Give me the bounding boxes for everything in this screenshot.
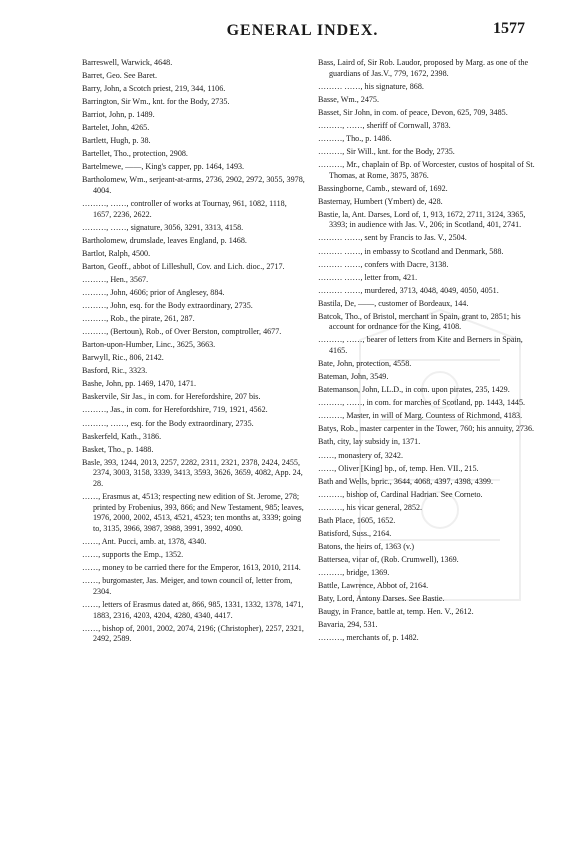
index-entry: ………, Rob., the pirate, 261, 287. [82,314,195,324]
index-entry: ……, burgomaster, Jas. Meiger, and town council of, letter from, 2304. [82,576,293,596]
index-entry: Baskerfeld, Kath., 3186. [82,431,162,441]
index-entry: ……, monastery of, 3242. [318,450,403,460]
index-entry: Bartlot, Ralph, 4500. [82,248,151,258]
index-entry: Barrington, Sir Wm., knt. for the Body, 2735. [82,97,230,107]
index-entry: Basse, Wm., 2475. [318,94,379,104]
index-entry: Bartlett, Hugh, p. 38. [82,136,151,146]
index-entry: ………, ……, sheriff of Cornwall, 3783. [318,120,451,130]
index-entry: Barret, Geo. See Baret. [82,71,158,81]
index-entry: Batys, Rob., master carpenter in the Tower, 760; his annuity, 2736. [318,424,535,434]
index-entry: ………, his vicar general, 2852. [318,502,423,512]
index-entry: ……, supports the Emp., 1352. [82,550,184,560]
index-entry: Bartelet, John, 4265. [82,123,150,133]
index-entry: Bartelmewe, ——, King's capper, pp. 1464, 1493. [82,162,245,172]
index-entry: ……, letters of Erasmus dated at, 866, 985, 1331, 1332, 1378, 1471, 1883, 2316, 4203, 4204, 4280, 4340, 4417. [82,599,304,620]
index-entry: ……, Oliver [King] bp., of, temp. Hen. VII., 215. [318,463,479,473]
index-entry: Bateman, John, 3549. [318,372,389,382]
index-entry: Basle, 393, 1244, 2013, 2257, 2282, 2311, 2321, 2378, 2424, 2455, 2374, 3003, 3158, 3339, 3413, 3593, 3626, 3659, 4082, App. 24, 28. [82,457,303,488]
index-entry: ………, ……, bearer of letters from Kite and Berners in Spain, 4165. [318,335,523,356]
index-entry: Basternay, Humbert (Ymbert) de, 428. [318,196,443,206]
index-entry: ………, Tho., p. 1486. [318,133,392,143]
index-entry: ……, bishop of, 2001, 2002, 2074, 2196; (Christopher), 2257, 2321, 2492, 2589. [82,623,304,644]
index-entry: Bashe, John, pp. 1469, 1470, 1471. [82,379,196,389]
index-entry: Bavaria, 294, 531. [318,620,378,630]
index-entry: Barriot, John, p. 1489. [82,110,155,120]
index-entry: ………, bridge, 1369. [318,567,390,577]
index-column-right [318,58,540,646]
index-entry: Bastie, la, Ant. Darses, Lord of, 1, 913, 1672, 2711, 3124, 3365, 3393; in audience with Jas. V., 206; in Scotland, 401, 2741. [318,209,526,230]
index-entry: ……… ……, in embassy to Scotland and Denmark, 588. [318,246,504,256]
index-entry: Basset, Sir John, in com. of peace, Devon, 625, 709, 3485. [318,107,508,117]
index-entry: ……… ……, murdered, 3713, 4048, 4049, 4050, 4051. [318,285,499,295]
index-entry: ………, merchants of, p. 1482. [318,633,419,643]
index-entry: ………, Master, in will of Marg. Countess of Richmond, 4183. [318,411,523,421]
index-entry: Basford, Ric., 3323. [82,366,148,376]
index-entry: ………, Jas., in com. for Herefordshire, 719, 1921, 4562. [82,405,268,415]
index-entry: ……… ……, letter from, 421. [318,272,418,282]
page-title: GENERAL INDEX. [226,22,379,39]
index-entry: Bass, Laird of, Sir Rob. Laudor, proposed by Marg. as one of the guardians of Jas.V., 779, 1672, 2398. [318,58,529,78]
index-entry: ………, (Bertoun), Rob., of Over Berston, comptroller, 4677. [82,327,282,337]
index-entry: Bath and Wells, bpric., 3644, 4068, 4397, 4398, 4399. [318,476,493,486]
index-entry: Bath, city, lay subsidy in, 1371. [318,437,421,447]
index-entry: ……… ……, confers with Dacre, 3138. [318,259,449,269]
index-entry: Barwyll, Ric., 806, 2142. [82,353,164,363]
index-entry: ……… ……, sent by Francis to Jas. V., 2504. [318,233,467,243]
index-entry: Barton-upon-Humber, Linc., 3625, 3663. [82,340,216,350]
index-entry: ……, Erasmus at, 4513; respecting new edition of St. Jerome, 278; printed by Frobenius, 393, 866; and New Testament, 985; leaves, 1976, 2000, 2002, 4513, 4521, 4523; ten months at, 3339; going to, 3135, 3966, 3987, 3988, 3991, 3992, 4090. [82,492,304,533]
index-entry: Battle, Lawrence, Abbot of, 2164. [318,580,429,590]
index-entry: Baskervile, Sir Jas., in com. for Herefordshire, 207 bis. [82,392,261,402]
index-entry: Batons, the heirs of, 1363 (v.) [318,541,415,551]
index-entry: Battersea, vicar of, (Rob. Crumwell), 1369. [318,554,459,564]
index-entry: Bath Place, 1605, 1652. [318,515,396,525]
index-entry: Barry, John, a Scotch priest, 219, 344, 1106. [82,84,226,94]
index-entry: ……… ……, his signature, 868. [318,81,424,91]
index-entry: ………, ……, controller of works at Tournay, 961, 1082, 1118, 1657, 2236, 2622. [82,199,287,219]
index-entry: Batemanson, John, LL.D., in com. upon pirates, 235, 1429. [318,385,510,395]
index-entry: ………, Sir Will., knt. for the Body, 2735. [318,146,455,156]
index-entry: Baugy, in France, battle at, temp. Hen. V., 2612. [318,607,474,617]
index-entry: Bartholomew, Wm., serjeant-at-arms, 2736, 2902, 2972, 3055, 3978, 4004. [82,175,305,196]
index-entry: Bartellet, Tho., protection, 2908. [82,149,188,159]
index-entry: ………, ……, signature, 3056, 3291, 3313, 4158. [82,222,244,232]
index-entry: ……, money to be carried there for the Emperor, 1613, 2010, 2114. [82,563,301,573]
index-entry: ………, Hen., 3567. [82,275,149,285]
index-entry: Bassingborne, Camb., steward of, 1692. [318,183,448,193]
index-entry: Basket, Tho., p. 1488. [82,444,154,454]
index-entry: Bastila, De, ——, customer of Bordeaux, 144. [318,298,469,308]
index-entry: Barreswell, Warwick, 4648. [82,58,173,67]
index-entry: Baty, Lord, Antony Darses. See Bastie. [318,594,445,604]
page-header [80,18,525,44]
index-entry: Bartholomew, drumslade, leaves England, p. 1468. [82,235,247,245]
index-entry: Batcok, Tho., of Bristol, merchant in Spain, grant to, 2851; his account for ordnance for the King, 4108. [318,311,521,332]
index-entry: ………, John, 4606; prior of Anglesey, 884. [82,288,225,298]
index-entry: Batisford, Suss., 2164. [318,528,392,538]
index-column-left [82,58,306,647]
index-entry: ………, John, esq. for the Body extraordinary, 2735. [82,301,253,311]
index-entry: ………, Mr., chaplain of Bp. of Worcester, custos of hospital of St. Thomas, at Rome, 3875, 3876. [318,159,535,180]
index-entry: ………, ……, esq. for the Body extraordinary, 2735. [82,418,254,428]
index-entry: Barton, Geoff., abbot of Lilleshull, Cov. and Lich. dioc., 2717. [82,261,285,271]
page-number: 1577 [493,20,525,37]
index-entry: Bate, John, protection, 4558. [318,359,412,369]
index-entry: ……, Ant. Pucci, amb. at, 1378, 4340. [82,537,207,547]
index-entry: ………, bishop of, Cardinal Hadrian. See Corneto. [318,489,483,499]
index-entry: ………, ……, in com. for marches of Scotland, pp. 1443, 1445. [318,398,526,408]
